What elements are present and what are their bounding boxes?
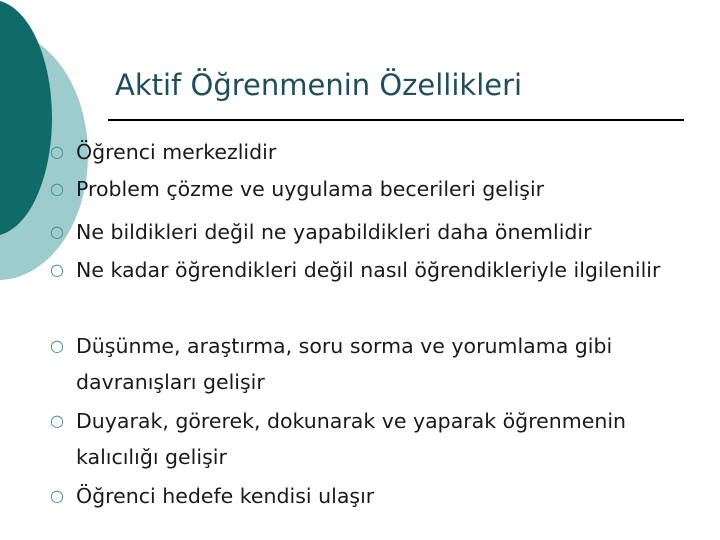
bullet-marker-icon: ○ xyxy=(50,222,64,241)
title-underline xyxy=(108,119,684,121)
bullet-text: Ne kadar öğrendikleri değil nasıl öğrendikleriyle ilgilenilir xyxy=(76,258,661,282)
bullet-item xyxy=(50,134,690,170)
bullet-item xyxy=(50,171,690,207)
bullet-text: Duyarak, görerek, dokunarak ve yaparak öğrenmenin kalıcılığı gelişir xyxy=(76,409,627,469)
bullet-text: Ne bildikleri değil ne yapabildikleri daha önemlidir xyxy=(76,220,592,244)
bullet-item xyxy=(50,478,690,514)
bullet-marker-icon: ○ xyxy=(50,179,64,198)
bullet-marker-icon: ○ xyxy=(50,411,64,430)
bullet-item xyxy=(50,252,690,288)
bullet-text: Öğrenci merkezlidir xyxy=(76,140,277,164)
bullet-marker-icon: ○ xyxy=(50,260,64,279)
bullet-item xyxy=(50,403,690,475)
bullet-text: Düşünme, araştırma, soru sorma ve yorumlama gibi davranışları gelişir xyxy=(76,334,613,394)
bullet-marker-icon: ○ xyxy=(50,336,64,355)
slide-title: Aktif Öğrenmenin Özellikleri xyxy=(115,68,523,102)
bullet-item xyxy=(50,214,690,250)
bullet-text: Problem çözme ve uygulama becerileri gelişir xyxy=(76,177,545,201)
bullet-text: Öğrenci hedefe kendisi ulaşır xyxy=(76,484,375,508)
bullet-item xyxy=(50,328,690,400)
bullet-marker-icon: ○ xyxy=(50,142,64,161)
bullet-marker-icon: ○ xyxy=(50,486,64,505)
